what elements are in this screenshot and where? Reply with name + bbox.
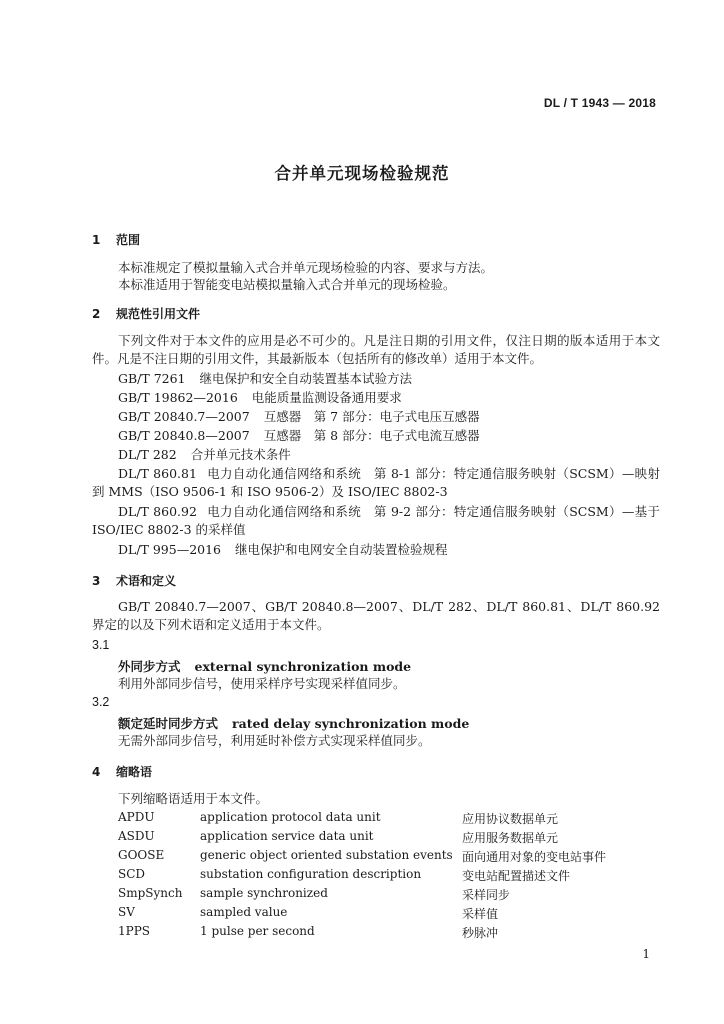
section-4-heading: 4 缩略语 <box>92 765 153 779</box>
section-3-intro: GB/T 20840.7—2007、GB/T 20840.8—2007、DL/T 282、DL/T 860.81、DL/T 860.92 界定的以及下列术语和定义适用于本文件。 <box>92 599 660 632</box>
section-3-heading: 3 术语和定义 <box>92 574 177 588</box>
document-page: DL / T 1943 — 2018 合并单元现场检验规范 1 范围 本标准规定了模拟量输入式合并单元现场检验的内容、要求与方法。 本标准适用于智能变电站模拟量输入式合并单元的现场检验。 2 规范性引用文件 下列文件对于本文件的应用是必不可少的。凡是注日期的引用文件，仅注日期的版本适用于本文件。凡是不注日期的引用文件，其最新版本（包括所有的修改单）适用于本文件。 GB/T 7261 继电保护和安全自动装置基本试验方法 GB/T 19862—2016 电能质量监测设备通用要求 GB/T 20840.7—2007 互感器 第 7 部分：电子式电压互感器 GB/T 20840.8—2007 互感器 第 8 部分：电子式电流互感器 DL/T 282 合并单元技术条件 DL/T 860.81 电力自动化通信网络和系统 第 8-1 部分：特定通信服务映射（SCSM）—映射到 MMS（ISO 9506-1 和 ISO 9506-2）及 ISO/IEC 8802-3 DL/T 860.92 电力自动化通信网络和系统 第 9-2 部分：特定通信服务映射（SCSM）—基于 ISO/IEC 8802-3 的采样值 DL/T 995—2016 继电保护和电网安全自动装置检验规程 3 术语和定义 GB/T 20840.7—2007、GB/T 20840.8—2007、DL/T 282、DL/T 860.81、DL/T 860.92 界定的以及下列术语和定义适用于本文件。 3.1 外同步方式 external synchronization mode 利用外部同步信号，使用采样序号实现采样值同步。 3.2 额定延时同步方式 rated delay synchronization mode 无需外部同步信号，利用延时补偿方式实现采样值同步。 4 缩略语 下列缩略语适用于本文件。 APDU application protocol data unit 应用协议数据单元 ASDU application service data unit 应用服务数据单元 GOOSE generic object oriented substation events 面向通用对象的变电站事件 SCD substation configuration description 变电站配置描述文件 SmpSynch sample synchronized 采样同步 SV sampled value 采样值 1PPS 1 pulse per second 秒脉冲 1 <box>0 0 724 1024</box>
ref-item: GB/T 7261 继电保护和安全自动装置基本试验方法 <box>118 371 413 386</box>
term-3-2-number: 3.2 <box>92 695 110 709</box>
section-1-para-1: 本标准规定了模拟量输入式合并单元现场检验的内容、要求与方法。 <box>118 260 494 275</box>
ref-item: DL/T 282 合并单元技术条件 <box>118 447 291 462</box>
page-number: 1 <box>642 947 650 961</box>
ref-item: DL/T 860.81 电力自动化通信网络和系统 第 8-1 部分：特定通信服务映射（SCSM）—映射到 MMS（ISO 9506-1 和 ISO 9506-2）及 ISO/IEC 8802-3 <box>92 466 660 499</box>
ref-item: GB/T 20840.7—2007 互感器 第 7 部分：电子式电压互感器 <box>118 409 480 424</box>
ref-item: GB/T 20840.8—2007 互感器 第 8 部分：电子式电流互感器 <box>118 428 480 443</box>
standard-code: DL / T 1943 — 2018 <box>543 96 656 110</box>
term-3-1-definition: 利用外部同步信号，使用采样序号实现采样值同步。 <box>118 676 406 691</box>
ref-item: GB/T 19862—2016 电能质量监测设备通用要求 <box>118 390 402 405</box>
section-2-intro: 下列文件对于本文件的应用是必不可少的。凡是注日期的引用文件，仅注日期的版本适用于本文件。凡是不注日期的引用文件，其最新版本（包括所有的修改单）适用于本文件。 <box>92 333 660 366</box>
term-3-1-number: 3.1 <box>92 638 110 652</box>
term-3-1-title: 外同步方式 external synchronization mode <box>118 659 412 674</box>
term-3-2-definition: 无需外部同步信号，利用延时补偿方式实现采样值同步。 <box>118 733 431 748</box>
term-3-2-title: 额定延时同步方式 rated delay synchronization mode <box>118 716 470 731</box>
section-1-para-2: 本标准适用于智能变电站模拟量输入式合并单元的现场检验。 <box>118 277 456 292</box>
page-title: 合并单元现场检验规范 <box>274 164 450 183</box>
section-4-intro: 下列缩略语适用于本文件。 <box>118 791 269 806</box>
ref-item: DL/T 860.92 电力自动化通信网络和系统 第 9-2 部分：特定通信服务映射（SCSM）—基于 ISO/IEC 8802-3 的采样值 <box>92 504 660 537</box>
ref-item: DL/T 995—2016 继电保护和电网安全自动装置检验规程 <box>118 542 448 557</box>
section-2-heading: 2 规范性引用文件 <box>92 307 201 321</box>
section-1-heading: 1 范围 <box>92 233 141 247</box>
